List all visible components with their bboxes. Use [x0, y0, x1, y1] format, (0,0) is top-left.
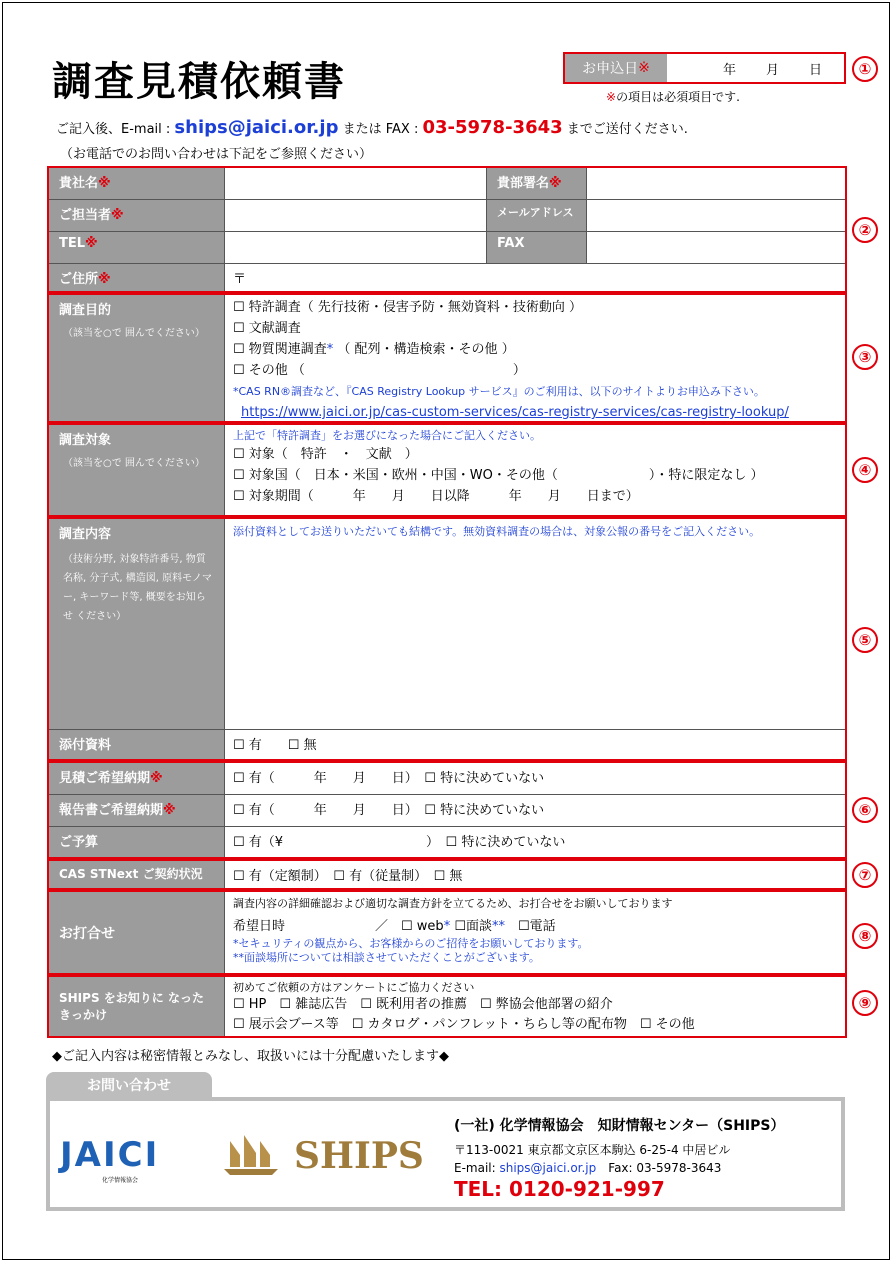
attachment-label: 添付資料 [49, 730, 225, 759]
section-company-info [47, 166, 847, 293]
application-date-field[interactable]: 年 月 日 [723, 62, 823, 78]
address-field[interactable]: 〒 [233, 272, 247, 287]
email-link[interactable]: ships@jaici.or.jp [174, 117, 339, 138]
section-schedule [47, 761, 847, 859]
section-survey [47, 975, 847, 1038]
department-label: 貴部署名※ [487, 168, 587, 199]
fax-label: FAX [487, 232, 587, 263]
section-number-5: ⑤ [852, 627, 878, 653]
email-address-label: メールアドレス [487, 200, 587, 231]
org-tel: TEL: 0120-921-997 [454, 1177, 665, 1201]
section-target [47, 423, 847, 517]
survey-label: SHIPS をお知りに なったきっかけ [49, 977, 225, 1036]
purpose-option-literature[interactable]: ☐ 文献調査 [233, 321, 301, 336]
section-number-8: ⑧ [852, 923, 878, 949]
jaici-logo: JAICI [60, 1135, 160, 1175]
contact-person-label: ご担当者※ [49, 200, 225, 231]
cas-note: *CAS RN®調査など、『CAS Registry Lookup サービス』のご利用は、以下のサイトよりお申込み下さい。 [233, 385, 765, 398]
report-date-field[interactable]: ☐ 有（ 年 月 日） ☐ 特に決めていない [233, 803, 545, 818]
company-name-field[interactable] [225, 168, 487, 199]
fax-field[interactable] [587, 232, 845, 263]
section-purpose [47, 293, 847, 423]
purpose-label: 調査目的 （該当を○で 囲んでください） [49, 295, 225, 421]
budget-label: ご予算 [49, 827, 225, 857]
meeting-note-1: *セキュリティの観点から、お客様からのご招待をお願いしております。 [233, 937, 589, 950]
org-contact: E-mail: ships@jaici.or.jp Fax: 03-5978-3643 [454, 1161, 722, 1175]
ship-icon [216, 1133, 286, 1177]
survey-desc: 初めてご依頼の方はアンケートにご協力ください [233, 981, 475, 994]
target-label: 調査対象 （該当を○で 囲んでください） [49, 425, 225, 515]
target-object[interactable]: ☐ 対象（ 特許 ・ 文献 ） [233, 447, 418, 462]
section-number-3: ③ [852, 344, 878, 370]
survey-options-2[interactable]: ☐ 展示会ブース等 ☐ カタログ・パンフレット・ちらし等の配布物 ☐ その他 [233, 1017, 695, 1032]
inquiry-tab: お問い合わせ [46, 1072, 212, 1098]
section-number-9: ⑨ [852, 990, 878, 1016]
section-number-2: ② [852, 217, 878, 243]
section-number-4: ④ [852, 457, 878, 483]
contact-instructions: ご記入後、E-mail : ships@jaici.or.jp または FAX : 03-5978-3643 までご送付ください. [56, 117, 688, 138]
survey-options-1[interactable]: ☐ HP ☐ 雑誌広告 ☐ 既利用者の推薦 ☐ 弊協会他部署の紹介 [233, 997, 613, 1012]
section-number-7: ⑦ [852, 862, 878, 888]
org-address: 〒113-0021 東京都文京区本駒込 6-25-4 中居ビル [454, 1143, 731, 1157]
email-address-field[interactable] [587, 200, 845, 231]
target-note: 上記で「特許調査」をお選びになった場合にご記入ください。 [233, 429, 541, 442]
meeting-label: お打合せ [49, 892, 225, 973]
application-date-box [563, 52, 846, 84]
section-content [47, 517, 847, 761]
page-title: 調査見積依頼書 [52, 59, 346, 105]
phone-inquiry-note: （お電話でのお問い合わせは下記をご参照ください） [60, 147, 373, 162]
department-field[interactable] [587, 168, 845, 199]
purpose-option-patent[interactable]: ☐ 特許調査（ 先行技術・侵害予防・無効資料・技術動向 ） [233, 300, 583, 315]
content-label: 調査内容 （技術分野, 対象特許番号, 物質名称, 分子式, 構造図, 原料モノマー, キーワード等, 概要をお知らせ ください） [49, 519, 225, 729]
fax-number: 03-5978-3643 [422, 117, 563, 138]
application-date-label: お申込日 ※ [565, 54, 667, 82]
meeting-desc: 調査内容の詳細確認および適切な調査方針を立てるため、お打合せをお願いしております [233, 897, 673, 910]
cas-contract-label: CAS STNext ご契約状況 [49, 861, 225, 888]
section-number-1: ① [852, 56, 878, 82]
company-name-label: 貴社名※ [49, 168, 225, 199]
purpose-option-other[interactable]: ☐ その他 （ ） [233, 363, 526, 378]
estimate-date-field[interactable]: ☐ 有（ 年 月 日） ☐ 特に決めていない [233, 771, 545, 786]
confidential-note: ◆ご記入内容は秘密情報とみなし、取扱いには十分配慮いたします◆ [52, 1049, 449, 1064]
purpose-option-substance[interactable]: ☐ 物質関連調査* （ 配列・構造検索・その他 ） [233, 342, 515, 357]
meeting-options[interactable]: 希望日時 ／ ☐ web* ☐面談** ☐電話 [233, 919, 556, 934]
required-note: ※の項目は必須項目です. [606, 90, 740, 104]
address-label: ご住所※ [49, 264, 225, 291]
section-number-6: ⑥ [852, 797, 878, 823]
attachment-options[interactable]: ☐ 有 ☐ 無 [233, 738, 317, 753]
org-name: (一社) 化学情報協会 知財情報センター（SHIPS） [454, 1118, 785, 1134]
inquiry-box [46, 1097, 845, 1211]
jaici-logo-sub: 化学情報協会 [102, 1177, 139, 1184]
section-cas-contract [47, 859, 847, 890]
cas-lookup-link[interactable]: https://www.jaici.or.jp/cas-custom-services/cas-registry-services/cas-registry-lookup/ [241, 405, 789, 420]
budget-field[interactable]: ☐ 有（¥ ） ☐ 特に決めていない [233, 835, 566, 850]
ships-logo: SHIPS [294, 1135, 424, 1177]
tel-field[interactable] [225, 232, 487, 263]
org-email-link[interactable]: ships@jaici.or.jp [499, 1161, 597, 1175]
target-period[interactable]: ☐ 対象期間（ 年 月 日以降 年 月 日まで） [233, 489, 639, 504]
contact-person-field[interactable] [225, 200, 487, 231]
report-date-label: 報告書ご希望納期※ [49, 795, 225, 826]
estimate-date-label: 見積ご希望納期※ [49, 763, 225, 794]
content-field[interactable]: 添付資料としてお送りいただいても結構です。無効資料調査の場合は、対象公報の番号をご記入ください。 [233, 525, 761, 538]
cas-contract-options[interactable]: ☐ 有（定額制） ☐ 有（従量制） ☐ 無 [233, 869, 463, 884]
tel-label: TEL※ [49, 232, 225, 263]
target-country[interactable]: ☐ 対象国（ 日本・米国・欧州・中国・WO・その他（ ）・特に限定なし ） [233, 468, 764, 483]
section-meeting [47, 890, 847, 975]
meeting-note-2: **面談場所については相談させていただくことがございます。 [233, 951, 540, 964]
